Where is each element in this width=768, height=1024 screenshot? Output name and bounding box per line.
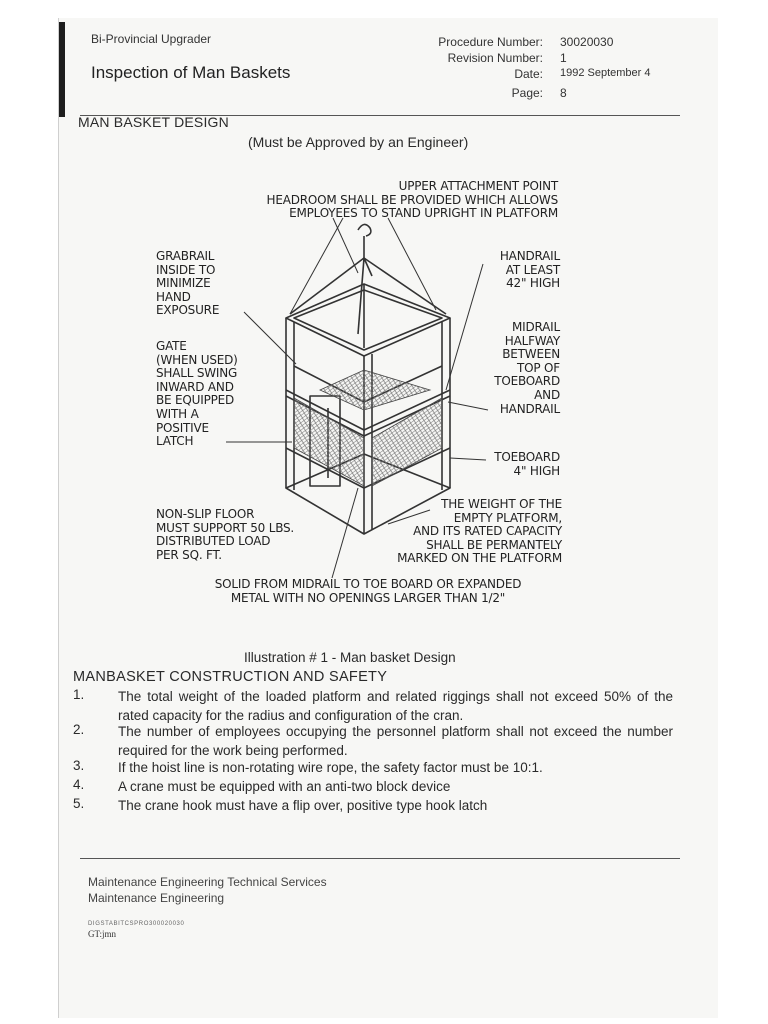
date-label: Date: (514, 67, 543, 81)
list-item-number: 5. (73, 796, 85, 811)
organization-name: Bi-Provincial Upgrader (91, 32, 212, 46)
revision-number: 1 (560, 51, 567, 65)
callout-solid: SOLID FROM MIDRAIL TO TOE BOARD OR EXPANDED METAL WITH NO OPENINGS LARGER THAN 1/2" (214, 577, 522, 605)
list-item-number: 3. (73, 758, 85, 773)
list-item-number: 1. (73, 687, 85, 702)
page-number: 8 (560, 86, 567, 100)
footer-subdepartment: Maintenance Engineering (88, 891, 225, 905)
illustration-caption: Illustration # 1 - Man basket Design (244, 650, 456, 665)
callout-grabrail: GRABRAIL INSIDE TO MINIMIZE HAND EXPOSURE (156, 249, 220, 318)
list-item-number: 2. (73, 722, 85, 737)
page-label: Page: (511, 86, 543, 100)
document-title: Inspection of Man Baskets (91, 63, 291, 82)
procedure-number-label: Procedure Number: (438, 35, 543, 49)
revision-number-label: Revision Number: (447, 51, 543, 65)
callout-weight: THE WEIGHT OF THE EMPTY PLATFORM, AND ITS RATED CAPACITY SHALL BE PERMANTELY MARKED ON THE PLATFORM (397, 497, 562, 566)
callout-upper-attachment: UPPER ATTACHMENT POINT HEADROOM SHALL BE PROVIDED WHICH ALLOWS EMPLOYEES TO STAND UPRIGHT IN PLATFORM (266, 179, 558, 221)
callout-non-slip-floor: NON-SLIP FLOOR MUST SUPPORT 50 LBS. DISTRIBUTED LOAD PER SQ. FT. (156, 507, 295, 562)
footer-file-reference: DIGSTABITCSPRO300020030 (88, 921, 185, 927)
footer-initials: GT:jmn (88, 929, 117, 939)
list-item-text: The number of employees occupying the personnel platform shall not exceed the number required for the work being performed. (118, 724, 673, 758)
callout-toeboard: TOEBOARD 4" HIGH (494, 450, 560, 478)
document-page (58, 18, 718, 1018)
footer-department: Maintenance Engineering Technical Services (88, 875, 327, 889)
procedure-number: 30020030 (560, 35, 614, 49)
man-basket-illustration (58, 18, 718, 638)
construction-title: MANBASKET CONSTRUCTION AND SAFETY (73, 669, 388, 685)
footer-rule (80, 858, 680, 859)
list-item-text: If the hoist line is non-rotating wire rope, the safety factor must be 10:1. (118, 760, 543, 775)
date-value: 1992 September 4 (560, 67, 651, 79)
list-item-text: The crane hook must have a flip over, positive type hook latch (118, 798, 488, 813)
list-item-text: The total weight of the loaded platform and related riggings shall not exceed 50% of the rated capacity for the radius and configuration of the cran. (118, 689, 673, 723)
section-subtitle: (Must be Approved by an Engineer) (248, 134, 469, 150)
callout-gate: GATE (WHEN USED) SHALL SWING INWARD AND BE EQUIPPED WITH A POSITIVE LATCH (156, 339, 238, 449)
list-item-number: 4. (73, 777, 85, 792)
section-title: MAN BASKET DESIGN (78, 114, 229, 130)
callout-midrail: MIDRAIL HALFWAY BETWEEN TOP OF TOEBOARD AND HANDRAIL (494, 320, 560, 416)
list-item-text: A crane must be equipped with an anti-two block device (118, 779, 451, 794)
callout-handrail: HANDRAIL AT LEAST 42" HIGH (499, 249, 560, 291)
